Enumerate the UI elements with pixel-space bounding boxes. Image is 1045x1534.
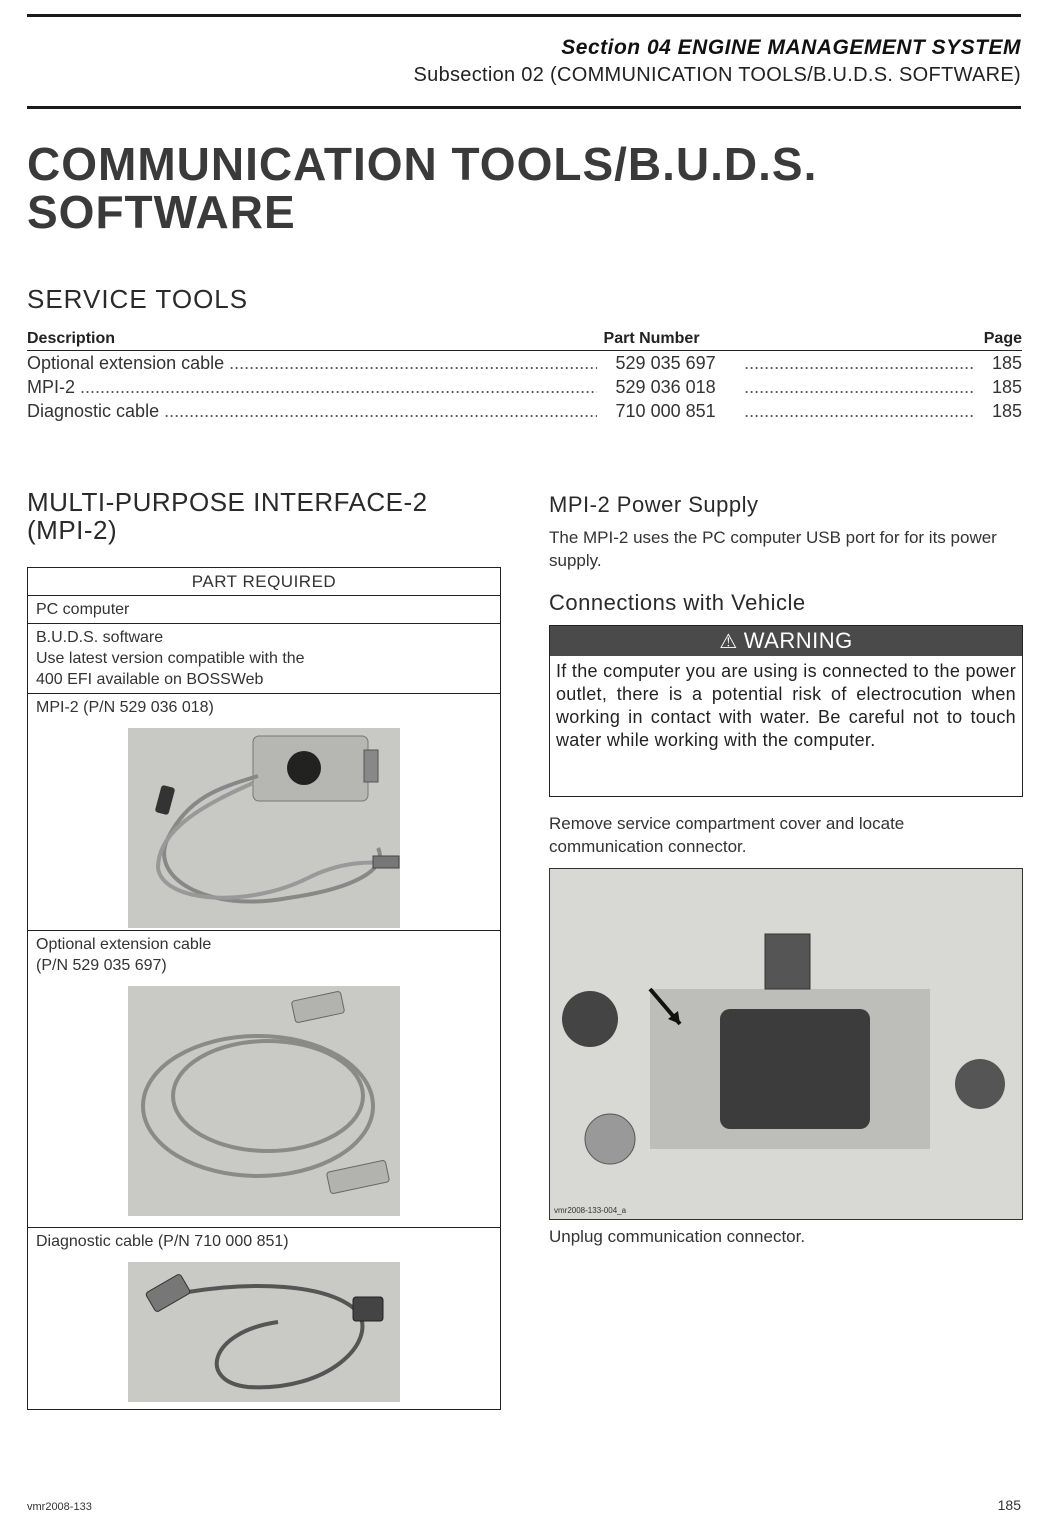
mpi2-interface-photo [128, 728, 400, 928]
page-number: 185 [997, 1497, 1021, 1513]
service-tools-heading: SERVICE TOOLS [27, 284, 249, 314]
buds-line1: B.U.D.S. software [36, 629, 164, 646]
power-supply-text: The MPI-2 uses the PC computer USB port for for its power supply. [549, 528, 997, 570]
section-title: Section 04 ENGINE MANAGEMENT SYSTEM [561, 36, 1021, 59]
vehicle-compartment-illustration [550, 869, 1022, 1219]
service-tools-table [27, 330, 1022, 423]
warning-box [549, 625, 1023, 797]
page-title-line1: COMMUNICATION TOOLS/B.U.D.S. [27, 138, 818, 190]
table-row [27, 375, 1022, 399]
top-rule [27, 14, 1021, 17]
tool-page: 185 [991, 353, 1022, 373]
page-title-line2: SOFTWARE [27, 186, 296, 238]
tool-desc: Optional extension cable [27, 353, 225, 373]
part-pc-computer: PC computer [28, 596, 500, 624]
mpi-heading-line1: MULTI-PURPOSE INTERFACE-2 [27, 487, 428, 517]
part-diagnostic-cable [28, 1228, 500, 1409]
warning-triangle-icon: ⚠ [719, 631, 738, 653]
part-extension-cable [28, 931, 500, 1228]
mpi-heading-line2: (MPI-2) [27, 515, 118, 545]
diag-label: Diagnostic cable (P/N 710 000 851) [36, 1233, 289, 1250]
remove-cover-text: Remove service compartment cover and locate communication connector. [549, 814, 905, 856]
unplug-text: Unplug communication connector. [549, 1227, 806, 1246]
tool-part: 529 035 697 [615, 353, 716, 373]
warning-header [550, 626, 1022, 656]
extension-cable-photo [128, 986, 400, 1216]
tool-desc: MPI-2 [27, 377, 76, 397]
service-tools-header-row [27, 330, 1022, 351]
subsection-title: Subsection 02 (COMMUNICATION TOOLS/B.U.D.S. SOFTWARE) [413, 64, 1021, 86]
parts-required-header: PART REQUIRED [28, 568, 500, 596]
part-buds-software [28, 624, 500, 694]
connections-heading: Connections with Vehicle [549, 590, 806, 615]
ext-line1: Optional extension cable [36, 936, 212, 953]
table-row [27, 399, 1022, 423]
power-supply-heading: MPI-2 Power Supply [549, 492, 759, 517]
tool-page: 185 [991, 401, 1022, 421]
warning-label: WARNING [743, 628, 853, 653]
warning-text: If the computer you are using is connected to the power outlet, there is a potential risk of electrocution when working in contact with water. Be careful not to touch water while working with the computer. [556, 661, 1016, 750]
part-mpi2 [28, 694, 500, 931]
mpi2-label: MPI-2 (P/N 529 036 018) [36, 699, 214, 716]
mpi-heading [27, 488, 428, 544]
page-title [27, 140, 817, 236]
col-description: Description [27, 330, 604, 351]
tool-part: 529 036 018 [615, 377, 716, 397]
col-page: Page [974, 330, 1022, 351]
buds-line2: Use latest version compatible with the [36, 650, 305, 667]
tool-page: 185 [991, 377, 1022, 397]
photo-caption: vmr2008-133-004_a [554, 1206, 627, 1215]
ext-line2: (P/N 529 035 697) [36, 957, 167, 974]
footer-code: vmr2008-133 [27, 1501, 92, 1513]
buds-line3: 400 EFI available on BOSSWeb [36, 671, 264, 688]
tool-desc: Diagnostic cable [27, 401, 160, 421]
header-rule [27, 106, 1021, 109]
vehicle-compartment-photo [549, 868, 1023, 1220]
tool-part: 710 000 851 [615, 401, 716, 421]
col-part-number: Part Number [604, 330, 975, 351]
parts-required-table [27, 567, 501, 1410]
diagnostic-cable-photo [128, 1262, 400, 1402]
table-row [27, 351, 1022, 376]
